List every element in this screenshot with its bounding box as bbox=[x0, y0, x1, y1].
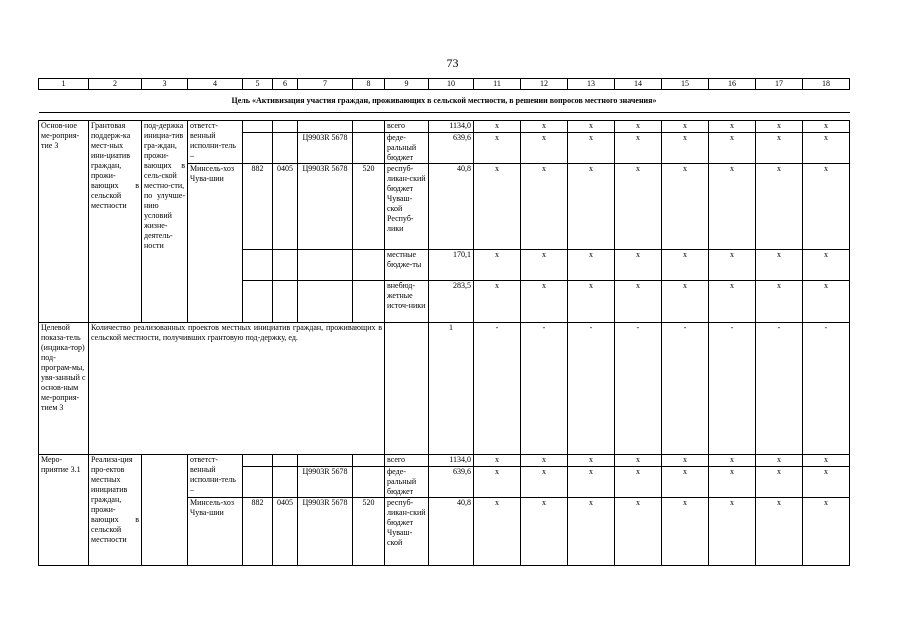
section-cell bbox=[273, 121, 298, 133]
grbs-cell: 882 bbox=[243, 164, 273, 250]
section-cell: 0405 bbox=[273, 164, 298, 250]
expense-type-cell bbox=[353, 250, 385, 281]
target-article-cell: Ц9903R 5678 bbox=[298, 164, 353, 250]
program-table bbox=[38, 78, 850, 566]
year-cell: х bbox=[803, 455, 850, 467]
col-number: 1 bbox=[39, 79, 89, 90]
year-cell: х bbox=[521, 498, 568, 566]
funding-source-cell: респуб-ликан-ский бюджет Чуваш-ской bbox=[385, 498, 429, 566]
year-cell: - bbox=[756, 323, 803, 455]
year-cell: х bbox=[568, 133, 615, 164]
table-row bbox=[39, 455, 850, 467]
expense-type-cell bbox=[353, 455, 385, 467]
funding-source-cell: всего bbox=[385, 121, 429, 133]
funding-source-cell: респуб-ликан-ский бюджет Чуваш-ской Респуб-лики bbox=[385, 164, 429, 250]
section-cell bbox=[273, 281, 298, 323]
indicator-empty-cell bbox=[385, 323, 429, 455]
grbs-cell bbox=[243, 455, 273, 467]
year-cell: х bbox=[521, 121, 568, 133]
executor-org-cell: Минсель-хоз Чува-шии bbox=[188, 498, 243, 566]
table-row bbox=[39, 121, 850, 133]
year-cell: х bbox=[662, 250, 709, 281]
indicator-row bbox=[39, 323, 850, 455]
year-cell: х bbox=[521, 164, 568, 250]
year-cell: х bbox=[756, 281, 803, 323]
year-cell: х bbox=[756, 121, 803, 133]
grbs-cell bbox=[243, 133, 273, 164]
year-cell: х bbox=[803, 250, 850, 281]
year-cell: х bbox=[615, 281, 662, 323]
year-cell: х bbox=[474, 455, 521, 467]
indicator-type-cell: Целевой показа-тель (индика-тор) под-програм-мы, увя-занный с основ-ным ме-роприя-тием 3 bbox=[39, 323, 89, 455]
year-cell: х bbox=[756, 250, 803, 281]
section-cell: 0405 bbox=[273, 498, 298, 566]
activity-goal-cell: под-держка инициа-тив гра-ждан, прожи-вающих в сель-ской местно-сти, по улучше-нию условий жизне-деятель-ности bbox=[142, 121, 188, 323]
activity-goal-cell bbox=[142, 455, 188, 566]
page-number: 73 bbox=[446, 56, 459, 70]
funding-source-cell: внебюд-жетные источ-ники bbox=[385, 281, 429, 323]
year-cell: х bbox=[521, 133, 568, 164]
year-cell: х bbox=[709, 133, 756, 164]
target-article-cell bbox=[298, 281, 353, 323]
funding-source-cell: феде-ральный бюджет bbox=[385, 133, 429, 164]
expense-type-cell bbox=[353, 467, 385, 498]
amount-cell: 40,8 bbox=[429, 498, 474, 566]
year-cell: - bbox=[568, 323, 615, 455]
section-cell bbox=[273, 133, 298, 164]
year-cell: х bbox=[615, 121, 662, 133]
year-cell: х bbox=[803, 164, 850, 250]
activity-name-cell: Грантовая поддерж-ка мест-ных ини-циатив граждан, прожи-вающих в сельской местности bbox=[89, 121, 142, 323]
grbs-cell bbox=[243, 467, 273, 498]
target-article-cell: Ц9903R 5678 bbox=[298, 467, 353, 498]
col-number: 18 bbox=[803, 79, 850, 90]
year-cell: х bbox=[662, 455, 709, 467]
grbs-cell: 882 bbox=[243, 498, 273, 566]
grbs-cell bbox=[243, 281, 273, 323]
expense-type-cell bbox=[353, 133, 385, 164]
year-cell: х bbox=[662, 281, 709, 323]
year-cell: х bbox=[709, 121, 756, 133]
year-cell: х bbox=[474, 281, 521, 323]
section-cell bbox=[273, 455, 298, 467]
year-cell: х bbox=[568, 121, 615, 133]
year-cell: х bbox=[756, 164, 803, 250]
goal-title: Цель «Активизация участия граждан, проживающих в сельской местности, в решении вопросов местного значения» bbox=[39, 90, 850, 113]
activity-name-cell: Реализа-ция про-ектов местных инициатив граждан, прожи-вающих в сельской местности bbox=[89, 455, 142, 566]
year-cell: х bbox=[521, 467, 568, 498]
target-article-cell bbox=[298, 121, 353, 133]
year-cell: х bbox=[474, 121, 521, 133]
year-cell: х bbox=[662, 133, 709, 164]
year-cell: х bbox=[803, 498, 850, 566]
target-article-cell bbox=[298, 455, 353, 467]
amount-cell: 170,1 bbox=[429, 250, 474, 281]
funding-source-cell: всего bbox=[385, 455, 429, 467]
amount-cell: 639,6 bbox=[429, 467, 474, 498]
year-cell: х bbox=[803, 281, 850, 323]
amount-cell: 1134,0 bbox=[429, 455, 474, 467]
year-cell: х bbox=[756, 467, 803, 498]
year-cell: х bbox=[756, 455, 803, 467]
section-cell bbox=[273, 467, 298, 498]
col-number: 12 bbox=[521, 79, 568, 90]
year-cell: х bbox=[662, 498, 709, 566]
year-cell: х bbox=[709, 455, 756, 467]
year-cell: х bbox=[662, 164, 709, 250]
indicator-value-cell: 1 bbox=[429, 323, 474, 455]
col-number: 7 bbox=[298, 79, 353, 90]
year-cell: - bbox=[803, 323, 850, 455]
indicator-text-cell: Количество реализованных проектов местных инициатив граждан, проживающих в сельской местности, получивших грантовую под-держку, ед. bbox=[89, 323, 385, 455]
goal-row bbox=[39, 90, 850, 113]
executor-org-cell: Минсель-хоз Чува-шии bbox=[188, 164, 243, 323]
year-cell: х bbox=[568, 455, 615, 467]
col-number: 15 bbox=[662, 79, 709, 90]
col-number: 6 bbox=[273, 79, 298, 90]
year-cell: х bbox=[474, 133, 521, 164]
expense-type-cell bbox=[353, 281, 385, 323]
year-cell: - bbox=[709, 323, 756, 455]
year-cell: х bbox=[521, 455, 568, 467]
col-number: 3 bbox=[142, 79, 188, 90]
amount-cell: 1134,0 bbox=[429, 121, 474, 133]
year-cell: х bbox=[662, 121, 709, 133]
spacer-row bbox=[39, 113, 850, 121]
year-cell: - bbox=[474, 323, 521, 455]
year-cell: х bbox=[568, 281, 615, 323]
year-cell: х bbox=[474, 164, 521, 250]
executor-cell: ответст-венный исполни-тель – bbox=[188, 455, 243, 498]
target-article-cell: Ц9903R 5678 bbox=[298, 498, 353, 566]
year-cell: х bbox=[756, 498, 803, 566]
grbs-cell bbox=[243, 121, 273, 133]
year-cell: х bbox=[521, 250, 568, 281]
section-cell bbox=[273, 250, 298, 281]
col-number: 9 bbox=[385, 79, 429, 90]
col-number: 17 bbox=[756, 79, 803, 90]
year-cell: х bbox=[662, 467, 709, 498]
executor-cell: ответст-венный исполни-тель – bbox=[188, 121, 243, 164]
year-cell: х bbox=[803, 121, 850, 133]
year-cell: - bbox=[521, 323, 568, 455]
year-cell: х bbox=[474, 467, 521, 498]
col-number: 8 bbox=[353, 79, 385, 90]
year-cell: х bbox=[568, 164, 615, 250]
year-cell: х bbox=[521, 281, 568, 323]
year-cell: х bbox=[474, 498, 521, 566]
expense-type-cell: 520 bbox=[353, 164, 385, 250]
year-cell: х bbox=[615, 455, 662, 467]
col-number: 11 bbox=[474, 79, 521, 90]
target-article-cell: Ц9903R 5678 bbox=[298, 133, 353, 164]
col-number: 2 bbox=[89, 79, 142, 90]
year-cell: х bbox=[615, 498, 662, 566]
amount-cell: 639,6 bbox=[429, 133, 474, 164]
activity-type-cell: Основ-ное ме-роприя-тие 3 bbox=[39, 121, 89, 323]
funding-source-cell: местные бюдже-ты bbox=[385, 250, 429, 281]
year-cell: х bbox=[709, 164, 756, 250]
amount-cell: 40,8 bbox=[429, 164, 474, 250]
year-cell: х bbox=[615, 164, 662, 250]
year-cell: х bbox=[615, 250, 662, 281]
year-cell: х bbox=[709, 498, 756, 566]
year-cell: х bbox=[474, 250, 521, 281]
col-number: 4 bbox=[188, 79, 243, 90]
amount-cell: 283,5 bbox=[429, 281, 474, 323]
year-cell: х bbox=[709, 250, 756, 281]
year-cell: х bbox=[803, 133, 850, 164]
col-number: 14 bbox=[615, 79, 662, 90]
col-number: 16 bbox=[709, 79, 756, 90]
year-cell: х bbox=[615, 133, 662, 164]
year-cell: х bbox=[568, 498, 615, 566]
year-cell: х bbox=[709, 281, 756, 323]
activity-type-cell: Меро-приятие 3.1 bbox=[39, 455, 89, 566]
year-cell: х bbox=[756, 133, 803, 164]
target-article-cell bbox=[298, 250, 353, 281]
col-number: 10 bbox=[429, 79, 474, 90]
grbs-cell bbox=[243, 250, 273, 281]
year-cell: - bbox=[662, 323, 709, 455]
year-cell: х bbox=[568, 250, 615, 281]
year-cell: х bbox=[803, 467, 850, 498]
col-number: 13 bbox=[568, 79, 615, 90]
expense-type-cell bbox=[353, 121, 385, 133]
col-number: 5 bbox=[243, 79, 273, 90]
year-cell: - bbox=[615, 323, 662, 455]
year-cell: х bbox=[615, 467, 662, 498]
column-number-row bbox=[39, 79, 850, 90]
funding-source-cell: феде-ральный бюджет bbox=[385, 467, 429, 498]
year-cell: х bbox=[568, 467, 615, 498]
expense-type-cell: 520 bbox=[353, 498, 385, 566]
year-cell: х bbox=[709, 467, 756, 498]
